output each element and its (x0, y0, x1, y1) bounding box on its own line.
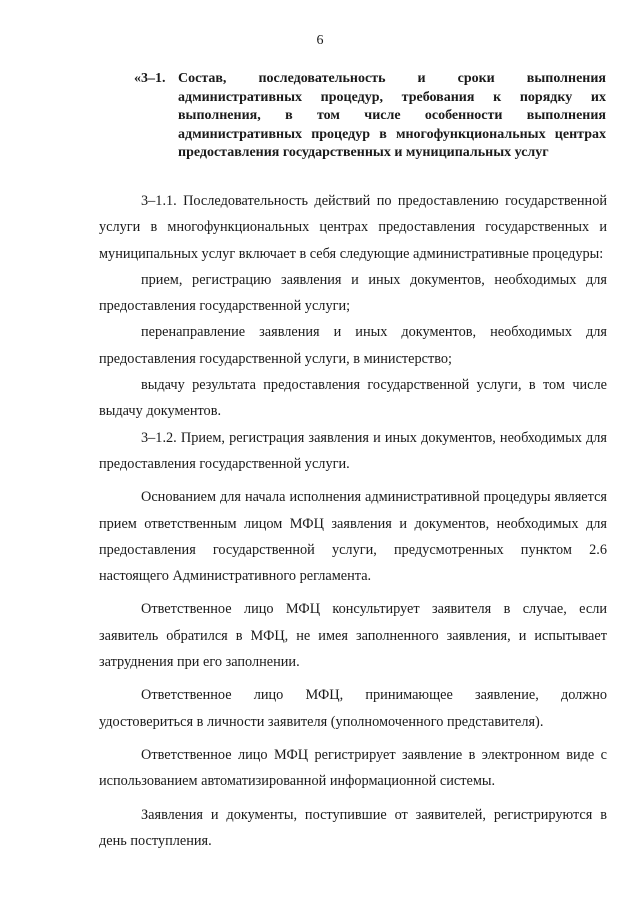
list-item: выдачу результата предоставления государственной услуги, в том числе выдачу документов. (99, 377, 607, 420)
paragraph: Заявления и документы, поступившие от заявителей, регистрируются в день поступления. (99, 806, 607, 849)
section-title: Состав, последовательность и сроки выполнения административных процедур, требования к порядку их выполнения, в том числе особенности выполнения административных процедур в многофункциональных центрах предоставления государственных и муниципальных услуг (178, 71, 606, 160)
list-item: перенаправление заявления и иных документов, необходимых для предоставления государственной услуги, в министерство; (99, 324, 607, 367)
paragraph: 3–1.1. Последовательность действий по предоставлению государственной услуги в многофункциональных центрах предоставления государственных и муниципальных услуг включает в себя следующие административные процедуры: (99, 193, 607, 262)
page-number: 6 (316, 33, 324, 48)
section-heading (134, 70, 606, 163)
section-number: «3–1. (134, 71, 166, 86)
list-item: прием, регистрацию заявления и иных документов, необходимых для предоставления государственной услуги; (99, 271, 607, 315)
paragraph: Основанием для начала исполнения административной процедуры является прием ответственным лицом МФЦ заявления и документов, необходимых для предоставления государственной услуги, предусмотренных пунктом 2.6 настоящего Административного регламента. (99, 489, 607, 585)
paragraph: Ответственное лицо МФЦ консультирует заявителя в случае, если заявитель обратился в МФЦ, не имея заполненного заявления, и испытывает затруднения при его заполнении. (99, 601, 607, 671)
paragraph: 3–1.2. Прием, регистрация заявления и иных документов, необходимых для предоставления государственной услуги. (99, 429, 607, 472)
paragraph: Ответственное лицо МФЦ регистрирует заявление в электронном виде с использованием автоматизированной информационной системы. (99, 746, 607, 790)
paragraph: Ответственное лицо МФЦ, принимающее заявление, должно удостовериться в личности заявителя (уполномоченного представителя). (99, 687, 607, 730)
body-text (99, 188, 607, 854)
